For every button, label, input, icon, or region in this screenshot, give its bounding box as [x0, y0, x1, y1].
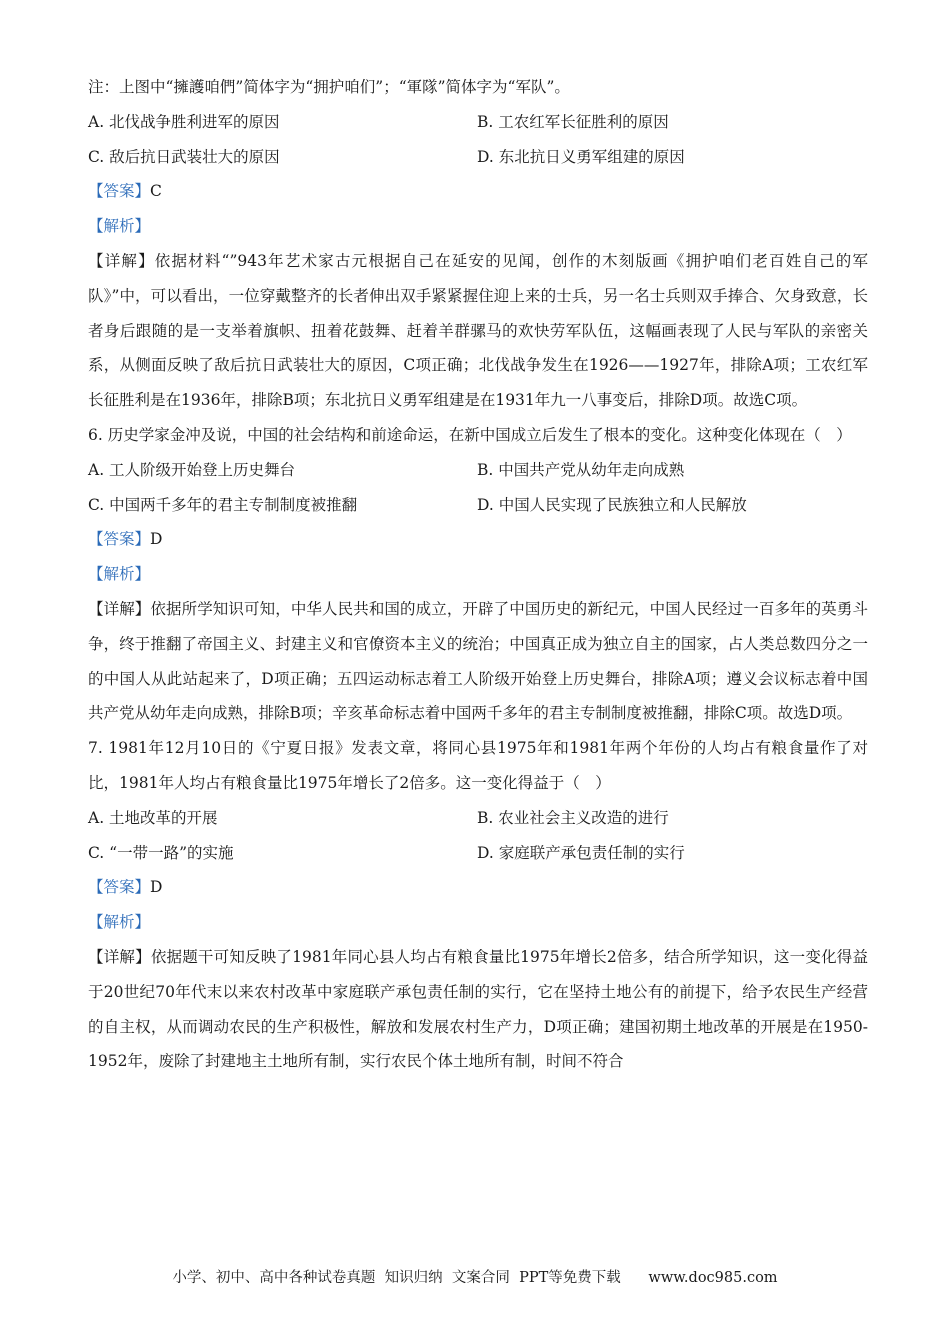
detail-tag: 【详解】	[88, 947, 151, 966]
q6-option-d: D. 中国人民实现了民族独立和人民解放	[477, 495, 747, 514]
detail-tag: 【详解】	[88, 251, 155, 270]
q5-note: 注：上图中“擁護咱們”简体字为“拥护咱们”；“軍隊”简体字为“军队”。	[88, 78, 570, 96]
q7-options-row-2	[88, 836, 868, 871]
q5-options-row-2	[88, 140, 868, 175]
answer-value: C	[150, 182, 162, 201]
q7-detail	[88, 940, 868, 1079]
detail-tag: 【详解】	[88, 599, 151, 618]
q7-option-b: B. 农业社会主义改造的进行	[477, 808, 669, 827]
q6-options-row-1	[88, 453, 868, 488]
answer-value: D	[150, 530, 163, 549]
q6-option-a: A. 工人阶级开始登上历史舞台	[88, 460, 296, 479]
document-page	[88, 70, 868, 1079]
q7-options-row-1	[88, 801, 868, 836]
q6-analysis	[88, 557, 868, 592]
analysis-tag: 【解析】	[88, 217, 151, 236]
detail-text: 依据材料“”943年艺术家古元根据自己在延安的见闻，创作的木刻版画《拥护咱们老百姓自己的军队》”中，可以看出，一位穿戴整齐的长者伸出双手紧紧握住迎上来的士兵，另一名士兵则双手捧合、欠身致意，长者身后跟随的是一支举着旗帜、扭着花鼓舞、赶着羊群骡马的欢快劳军队伍，这幅画表现了人民与军队的亲密关系，从侧面反映了敌后抗日武装壮大的原因，C项正确；北伐战争发生在1926——1927年，排除A项；工农红军长征胜利是在1936年，排除B项；东北抗日义勇军组建是在1931年九一八事变后，排除D项。故选C项。	[88, 251, 868, 410]
q5-answer	[88, 174, 868, 209]
answer-tag: 【答案】	[88, 878, 151, 897]
q6-detail	[88, 592, 868, 731]
q6-option-c: C. 中国两千多年的君主专制制度被推翻	[88, 495, 358, 514]
detail-text: 依据题干可知反映了1981年同心县人均占有粮食量比1975年增长2倍多，结合所学知识，这一变化得益于20世纪70年代末以来农村改革中家庭联产承包责任制的实行，它在坚持土地公有的前提下，给予农民生产经营的自主权，从而调动农民的生产积极性，解放和发展农村生产力，D项正确；建国初期土地改革的开展是在1950-1952年，废除了封建地主土地所有制，实行农民个体土地所有制，时间不符合	[88, 947, 868, 1071]
answer-tag: 【答案】	[88, 182, 151, 201]
q5-option-c: C. 敌后抗日武装壮大的原因	[88, 147, 280, 166]
q5-detail	[88, 244, 868, 418]
q7-stem: 7. 1981年12月10日的《宁夏日报》发表文章，将同心县1975年和1981年两个年份的人均占有粮食量作了对比，1981年人均占有粮食量比1975年增长了2倍多。这一变化得益于（ ）	[88, 739, 868, 792]
q7-analysis	[88, 905, 868, 940]
q5-options-row-1	[88, 105, 868, 140]
q6-options-row-2	[88, 488, 868, 523]
detail-text: 依据所学知识可知，中华人民共和国的成立，开辟了中国历史的新纪元，中国人民经过一百多年的英勇斗争，终于推翻了帝国主义、封建主义和官僚资本主义的统治；中国真正成为独立自主的国家，占人类总数四分之一的中国人从此站起来了，D项正确；五四运动标志着工人阶级开始登上历史舞台，排除A项；遵义会议标志着中国共产党从幼年走向成熟，排除B项；辛亥革命标志着中国两千多年的君主专制制度被推翻，排除C项。故选D项。	[88, 599, 868, 723]
analysis-tag: 【解析】	[88, 913, 151, 932]
q5-option-b: B. 工农红军长征胜利的原因	[477, 112, 669, 131]
q6-stem: 6. 历史学家金冲及说，中国的社会结构和前途命运，在新中国成立后发生了根本的变化。这种变化体现在（ ）	[88, 425, 852, 444]
analysis-tag: 【解析】	[88, 565, 151, 584]
page-footer: 小学、初中、高中各种试卷真题 知识归纳 文案合同 PPT等免费下载 www.doc985.com	[172, 1270, 778, 1286]
q5-option-a: A. 北伐战争胜利进军的原因	[88, 112, 280, 131]
q6-answer	[88, 522, 868, 557]
q7-option-a: A. 土地改革的开展	[88, 808, 218, 827]
q7-option-c: C. “一带一路”的实施	[88, 843, 234, 862]
q5-option-d: D. 东北抗日义勇军组建的原因	[477, 147, 685, 166]
answer-value: D	[150, 878, 163, 897]
q7-option-d: D. 家庭联产承包责任制的实行	[477, 843, 685, 862]
q7-answer	[88, 870, 868, 905]
q5-analysis	[88, 209, 868, 244]
answer-tag: 【答案】	[88, 530, 151, 549]
q6-option-b: B. 中国共产党从幼年走向成熟	[477, 460, 685, 479]
